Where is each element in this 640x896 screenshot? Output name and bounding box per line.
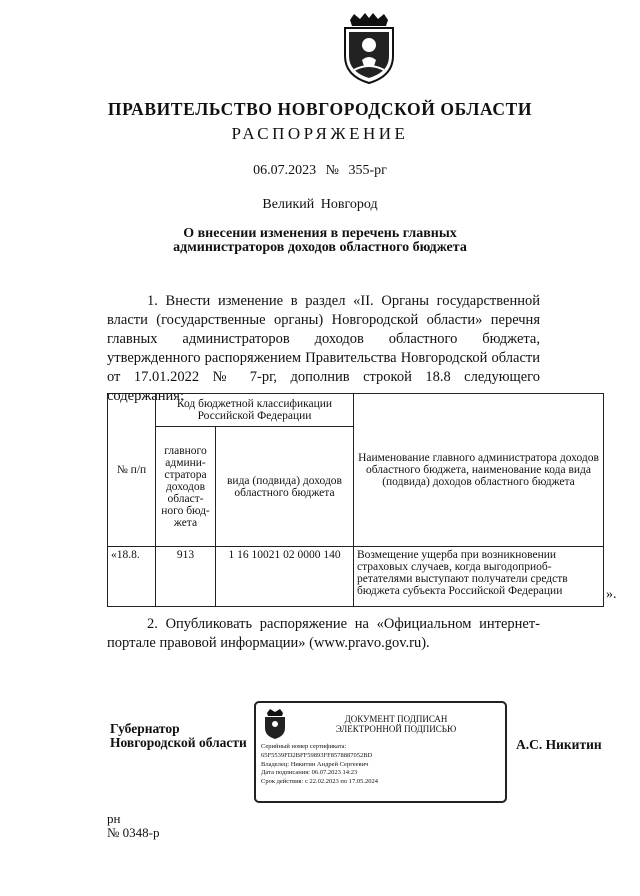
position-line-1: Губернатор (110, 721, 180, 736)
footer-reg-number: № 0348-р (107, 825, 160, 840)
stamp-owner: Владелец: Никитин Андрей Сергеевич (261, 760, 369, 768)
stamp-details (261, 743, 501, 787)
header-kind-code: вида (подвида) доходов областного бюджета (216, 427, 354, 547)
position-line-2: Новгородской области (110, 735, 247, 750)
stamp-title-line-2: ЭЛЕКТРОННОЙ ПОДПИСЬЮ (335, 724, 457, 734)
stamp-emblem-icon (263, 709, 287, 739)
subject-line-2: администраторов доходов областного бюджета (173, 240, 467, 255)
electronic-signature-stamp (254, 701, 507, 803)
header-name: Наименование главного администратора доходов областного бюджета, наименование кода вида (подвида) доходов областного бюджета (354, 394, 604, 547)
signatory-name: А.С. Никитин (516, 737, 602, 752)
signatory-position (110, 722, 247, 750)
document-subject (0, 227, 640, 255)
government-name: ПРАВИТЕЛЬСТВО НОВГОРОДСКОЙ ОБЛАСТИ (107, 99, 533, 119)
document-date: 06.07.2023 (253, 163, 317, 178)
date-number-line (0, 163, 640, 179)
paragraph-1: 1. Внести изменение в раздел «II. Органы государственной власти (государственные органы) Новгородской области» перечня главных администраторов доходов областного бюджета, утвержденного распоряжением Правительства Новгородской области от 17.01.2022 № 7-рг, дополнив строкой 18.8 следующего содержания: (107, 293, 540, 404)
document-type: РАСПОРЯЖЕНИЕ (231, 124, 409, 143)
footer (107, 812, 159, 840)
city: Великий Новгород (262, 197, 378, 212)
stamp-cert-value: 65F5539FD2BFF59893FF8578887052BD (261, 751, 373, 759)
row-name: Возмещение ущерба при возникновении страховых случаев, когда выгодоприоб-ретателями выступают получатели средств бюджета субъекта Российской Федерации (354, 547, 604, 607)
stamp-cert-label: Серийный номер сертификата: (261, 743, 347, 750)
table-closing-quote: ». (606, 587, 617, 602)
stamp-title-line-1: ДОКУМЕНТ ПОДПИСАН (344, 714, 448, 724)
row-kind-code: 1 16 10021 02 0000 140 (216, 547, 354, 607)
stamp-signed-date: Дата подписания: 06.07.2023 14:23 (261, 769, 358, 777)
coat-of-arms-emblem (340, 12, 398, 84)
stamp-validity: Срок действия: с 22.02.2023 по 17.05.2024 (261, 778, 378, 786)
header-number: № п/п (108, 394, 156, 547)
stamp-title (292, 714, 500, 734)
subject-line-1: О внесении изменения в перечень главных (183, 226, 457, 241)
document-number: 355-рг (348, 163, 387, 178)
header-code-group: Код бюджетной классификации Российской Федерации (156, 394, 354, 427)
row-number: «18.8. (108, 547, 156, 607)
table-row (108, 547, 604, 607)
paragraph-2: 2. Опубликовать распоряжение на «Официальном интернет-портале правовой информации» (www.pravo.gov.ru). (107, 616, 540, 651)
header-admin-code: главного админи-стратора доходов област-ного бюд-жета (156, 427, 216, 547)
revenue-admin-table (107, 393, 604, 607)
footer-initials: рн (107, 811, 121, 826)
number-sign: № (325, 163, 339, 178)
row-admin-code: 913 (156, 547, 216, 607)
